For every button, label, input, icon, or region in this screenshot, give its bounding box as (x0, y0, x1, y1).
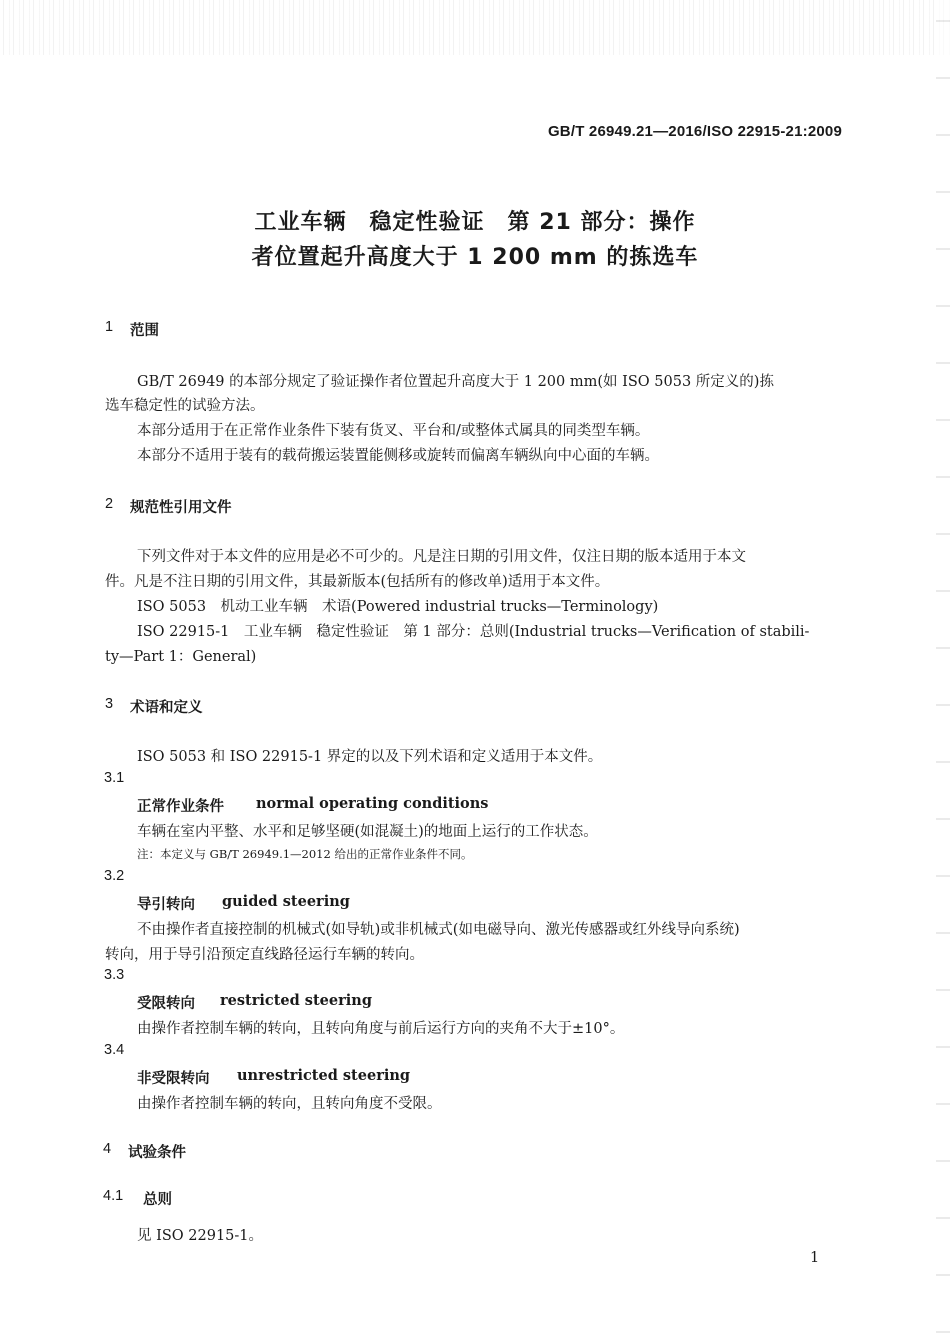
term-3-3-zh: 受限转向 (137, 995, 195, 1012)
term-3-2-definition-b: 转向，用于导引沿预定直线路径运行车辆的转向。 (105, 947, 424, 963)
term-3-4-number: 3.4 (104, 1042, 125, 1058)
section-3-heading: 术语和定义 (130, 700, 203, 716)
section-2-para-1b: 件。凡是不注日期的引用文件，其最新版本(包括所有的修改单)适用于本文件。 (105, 574, 610, 590)
section-1-para-3: 本部分不适用于装有的载荷搬运装置能侧移或旋转而偏离车辆纵向中心面的车辆。 (137, 448, 659, 464)
section-4-heading: 试验条件 (128, 1145, 186, 1161)
section-3-intro: ISO 5053 和 ISO 22915-1 界定的以及下列术语和定义适用于本文件。 (137, 749, 603, 765)
scan-noise-top (0, 0, 950, 55)
section-2-para-1a: 下列文件对于本文件的应用是必不可少的。凡是注日期的引用文件，仅注日期的版本适用于本文 (137, 549, 746, 565)
reference-iso-5053: ISO 5053 机动工业车辆 术语(Powered industrial trucks—Terminology) (137, 599, 659, 615)
term-3-1-note: 注：本定义与 GB/T 26949.1—2012 给出的正常作业条件不同。 (137, 847, 473, 861)
term-3-1-number: 3.1 (104, 770, 125, 786)
standard-code: GB/T 26949.21—2016/ISO 22915-21:2009 (547, 123, 842, 140)
section-4-1-text: 见 ISO 22915-1。 (137, 1228, 264, 1244)
term-3-4-definition: 由操作者控制车辆的转向，且转向角度不受限。 (137, 1096, 442, 1112)
title-line-1: 工业车辆 稳定性验证 第 21 部分：操作 (254, 210, 696, 235)
term-3-3-en: restricted steering (220, 992, 372, 1009)
section-4-1-heading: 总则 (143, 1192, 172, 1208)
term-3-4-zh: 非受限转向 (137, 1070, 210, 1087)
section-1-para-1a: GB/T 26949 的本部分规定了验证操作者位置起升高度大于 1 200 mm(如 ISO 5053 所定义的)拣 (137, 374, 774, 390)
term-3-3-definition: 由操作者控制车辆的转向，且转向角度与前后运行方向的夹角不大于±10°。 (137, 1021, 625, 1037)
section-4-1-number: 4.1 (103, 1188, 124, 1204)
section-1-heading: 范围 (130, 323, 159, 339)
section-1-number: 1 (105, 319, 114, 335)
reference-iso-22915-1a: ISO 22915-1 工业车辆 稳定性验证 第 1 部分：总则(Industrial trucks—Verification of stabili- (137, 624, 810, 640)
section-4-number: 4 (103, 1141, 112, 1157)
section-3-number: 3 (105, 696, 114, 712)
section-2-heading: 规范性引用文件 (130, 500, 232, 516)
title-line-2: 者位置起升高度大于 1 200 mm 的拣选车 (251, 245, 699, 270)
section-2-number: 2 (105, 496, 114, 512)
term-3-1-en: normal operating conditions (256, 795, 489, 812)
term-3-2-zh: 导引转向 (137, 896, 195, 913)
term-3-3-number: 3.3 (104, 967, 125, 983)
scan-noise-right (936, 0, 950, 1343)
term-3-2-number: 3.2 (104, 868, 125, 884)
page-number: 1 (810, 1250, 820, 1266)
term-3-1-zh: 正常作业条件 (137, 798, 224, 815)
section-1-para-1b: 选车稳定性的试验方法。 (105, 398, 265, 414)
section-1-para-2: 本部分适用于在正常作业条件下装有货叉、平台和/或整体式属具的同类型车辆。 (137, 423, 650, 439)
term-3-4-en: unrestricted steering (237, 1067, 411, 1084)
term-3-2-en: guided steering (222, 893, 350, 910)
reference-iso-22915-1b: ty—Part 1：General) (105, 649, 257, 665)
term-3-2-definition-a: 不由操作者直接控制的机械式(如导轨)或非机械式(如电磁导向、激光传感器或红外线导向系统) (137, 922, 740, 938)
term-3-1-definition: 车辆在室内平整、水平和足够坚硬(如混凝土)的地面上运行的工作状态。 (137, 824, 598, 840)
